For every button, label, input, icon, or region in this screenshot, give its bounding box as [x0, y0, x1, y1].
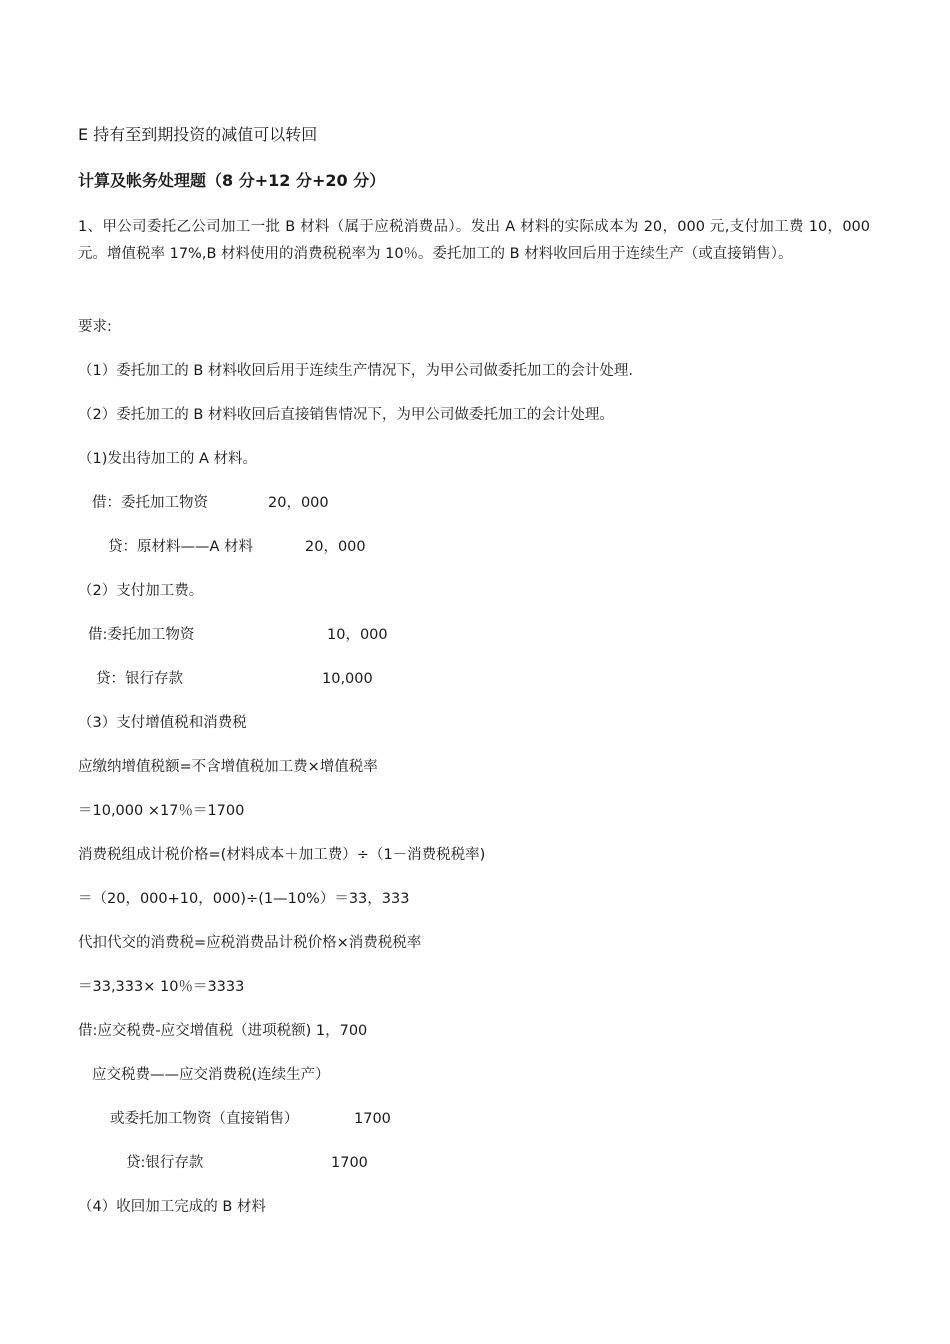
step-3-heading: （3）支付增值税和消费税 — [78, 715, 247, 731]
requirement-2: （2）委托加工的 B 材料收回后直接销售情况下，为甲公司做委托加工的会计处理。 — [78, 407, 614, 423]
step-1-credit-amount: 20，000 — [305, 539, 366, 555]
step-3-alt-amount: 1700 — [354, 1111, 391, 1127]
step-3-credit-amount: 1700 — [331, 1155, 368, 1171]
step-4-heading: （4）收回加工完成的 B 材料 — [78, 1199, 266, 1215]
tax-base-formula: 消费税组成计税价格=(材料成本＋加工费）÷（1－消费税税率) — [78, 847, 486, 863]
step-2-debit-amount: 10，000 — [327, 627, 388, 643]
step-3-debit-vat: 借:应交税费-应交增值税（进项税额) 1，700 — [78, 1023, 368, 1039]
step-2-credit-label: 贷：银行存款 — [96, 671, 183, 687]
step-2-heading: （2）支付加工费。 — [78, 583, 204, 599]
option-e-line: E 持有至到期投资的减值可以转回 — [78, 125, 318, 144]
step-3-debit-excise: 应交税费——应交消费税(连续生产） — [92, 1067, 330, 1083]
step-2-debit-label: 借:委托加工物资 — [88, 627, 195, 643]
step-3-alt-label: 或委托加工物资（直接销售） — [110, 1111, 299, 1127]
excise-formula: 代扣代交的消费税=应税消费品计税价格×消费税税率 — [78, 935, 422, 951]
requirement-1: （1）委托加工的 B 材料收回后用于连续生产情况下，为甲公司做委托加工的会计处理. — [78, 363, 633, 379]
vat-result: ＝10,000 ×17％＝1700 — [78, 803, 245, 819]
step-2-credit-amount: 10,000 — [322, 671, 373, 687]
excise-result: ＝33,333× 10％＝3333 — [78, 979, 245, 995]
step-1-credit-label: 贷：原材料——A 材料 — [108, 539, 254, 555]
question-1-paragraph: 1、甲公司委托乙公司加工一批 B 材料（属于应税消费品）。发出 A 材料的实际成本为 20，000 元,支付加工费 10，000 元。增值税率 17%,B 材料使用的消费税税率为 10％。委托加工的 B 材料收回后用于连续生产（或直接销售）。 — [78, 219, 870, 262]
step-1-heading: （1)发出待加工的 A 材料。 — [78, 451, 258, 467]
step-1-debit-label: 借：委托加工物资 — [92, 495, 208, 511]
step-1-debit-amount: 20，000 — [268, 495, 329, 511]
step-3-credit-label: 贷:银行存款 — [126, 1155, 204, 1171]
requirement-label: 要求: — [78, 319, 112, 335]
section-title: 计算及帐务处理题（8 分+12 分+20 分） — [78, 171, 386, 190]
vat-formula: 应缴纳增值税额=不含增值税加工费×增值税率 — [78, 759, 378, 775]
tax-base-result: ＝（20，000+10，000)÷(1—10%）＝33，333 — [78, 891, 410, 907]
